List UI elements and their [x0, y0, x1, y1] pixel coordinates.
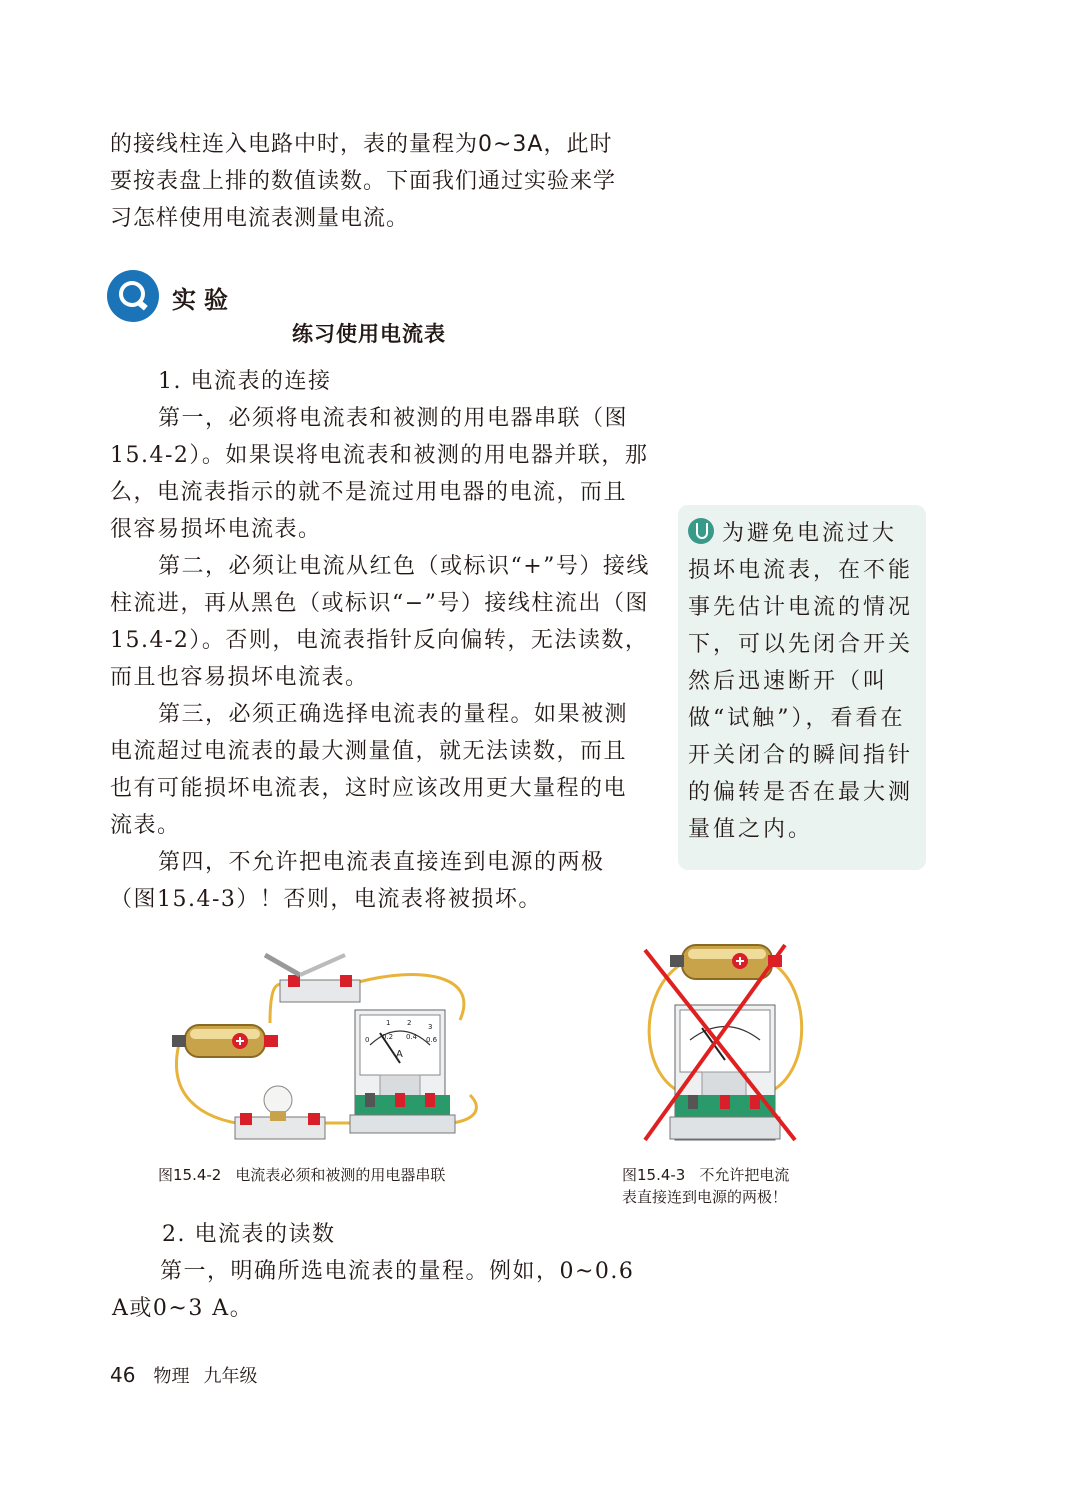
- section1-paragraph-4: 第四，不允许把电流表直接连到电源的两极（图15.4-3）！否则，电流表将被损坏。: [110, 850, 605, 912]
- switch: [265, 955, 360, 1002]
- figure-short-circuit: [640, 935, 810, 1150]
- scale-tick-label: 0.2: [382, 1033, 394, 1041]
- figure1-number: 图15.4-2: [158, 1166, 222, 1184]
- experiment-title: 练习使用电流表: [292, 322, 446, 346]
- intro-line: 要按表盘上排的数值读数。下面我们通过实验来学: [110, 169, 617, 194]
- intro-line: 习怎样使用电流表测量电流。: [110, 206, 410, 231]
- section1-paragraph-1: 第一，必须将电流表和被测的用电器串联（图15.4-2）。如果误将电流表和被测的用电器并联，那么，电流表指示的就不是流过用电器的电流，而且很容易损坏电流表。: [110, 406, 649, 542]
- scale-top-label: 2: [407, 1019, 412, 1027]
- scale-tick-label: 0.6: [426, 1036, 438, 1044]
- figure1-caption-text: 电流表必须和被测的用电器串联: [235, 1166, 446, 1184]
- scale-top-label: 1: [386, 1019, 391, 1027]
- section2-heading: 2. 电流表的读数: [162, 1222, 336, 1247]
- scale-top-label: 3: [428, 1023, 433, 1031]
- section1-heading: 1. 电流表的连接: [158, 369, 332, 394]
- experiment-label: 实验: [172, 286, 236, 314]
- tip-icon: [688, 518, 714, 544]
- section2-paragraph-1: 第一，明确所选电流表的量程。例如，0~0.6 A或0~3 A。: [112, 1259, 635, 1321]
- ammeter-unit: A: [396, 1049, 403, 1060]
- page-footer: [110, 1362, 271, 1388]
- bulb: [235, 1086, 325, 1139]
- section1-paragraph-3: 第三，必须正确选择电流表的量程。如果被测电流超过电流表的最大测量值，就无法读数，而且也有可能损坏电流表，这时应该改用更大量程的电流表。: [110, 702, 629, 838]
- figure2-caption-line2: 表直接连到电源的两极！: [622, 1188, 788, 1206]
- intro-line: 的接线柱连入电路中时，表的量程为0~3A，此时: [110, 132, 613, 157]
- figure2-caption: [622, 1164, 852, 1208]
- figure-series-circuit: [160, 945, 580, 1155]
- footer-subject: 物理: [153, 1366, 190, 1387]
- page-number: 46: [110, 1363, 136, 1387]
- scale-tick-label: 0.4: [406, 1033, 418, 1041]
- intro-paragraph: [110, 126, 650, 237]
- sidebar-note: [678, 505, 926, 870]
- figure2-caption-line1: 不允许把电流: [699, 1166, 790, 1184]
- experiment-icon: [107, 270, 159, 322]
- battery: [172, 1025, 278, 1057]
- scale-tick-label: 0: [365, 1036, 370, 1044]
- ammeter: [350, 1010, 455, 1133]
- footer-grade: 九年级: [203, 1366, 258, 1387]
- sidebar-text: 为避免电流过大损坏电流表，在不能事先估计电流的情况下，可以先闭合开关然后迅速断开（叫做“试触”），看看在开关闭合的瞬间指针的偏转是否在最大测量值之内。: [688, 521, 914, 842]
- figure1-caption: [158, 1164, 445, 1186]
- section1-paragraph-2: 第二，必须让电流从红色（或标识“+”号）接线柱流进，再从黑色（或标识“−”号）接线柱流出（图15.4-2）。否则，电流表指针反向偏转，无法读数，而且也容易损坏电流表。: [110, 554, 650, 690]
- figure2-number: 图15.4-3: [622, 1166, 686, 1184]
